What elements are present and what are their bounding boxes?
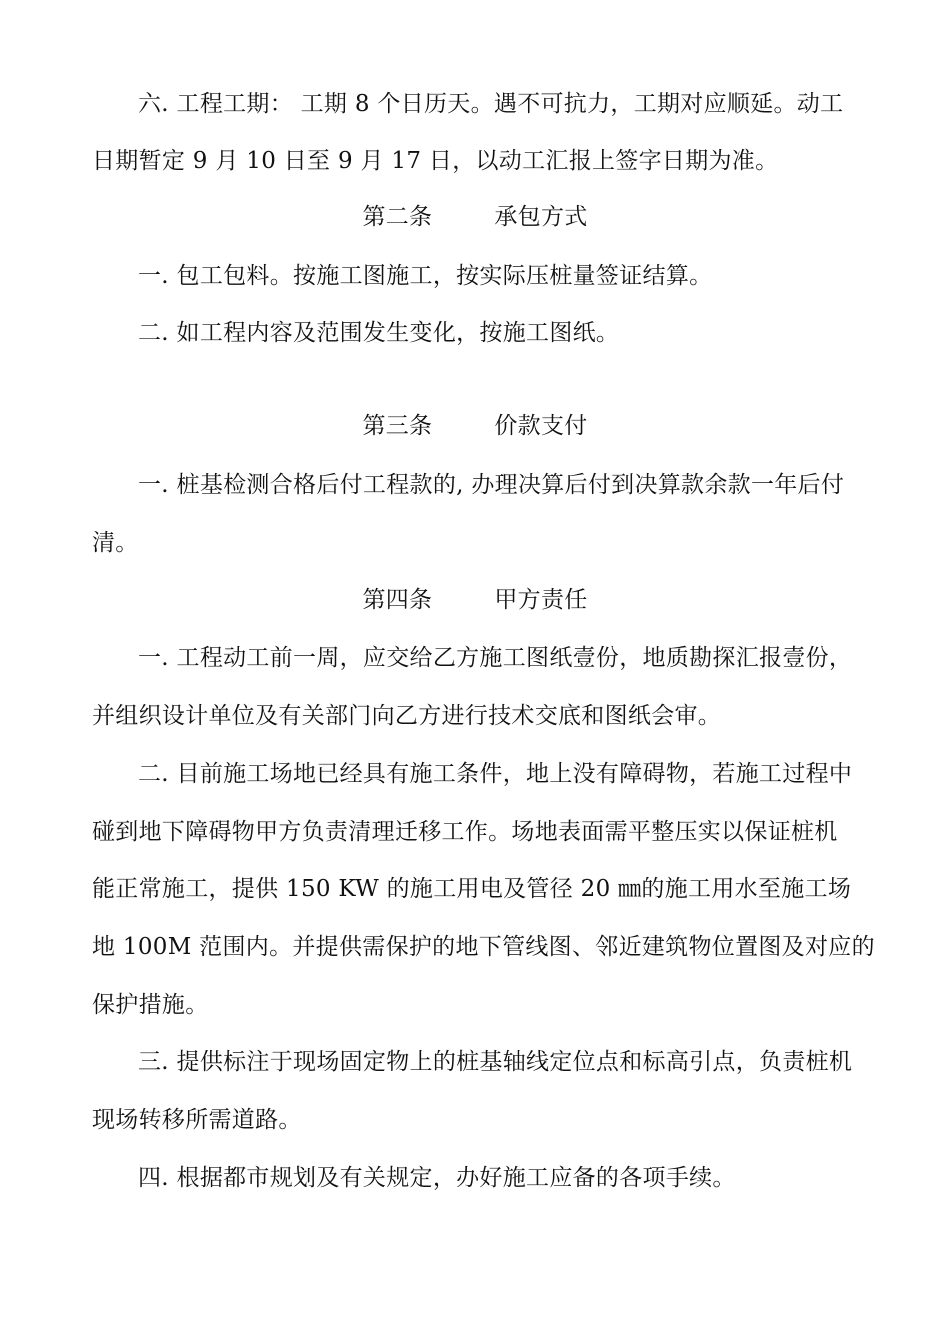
article2-item1: 一. 包工包料。按施工图施工，按实际压桩量签证结算。 <box>138 263 713 289</box>
article3-title: 价款支付 <box>494 413 588 439</box>
article4-item1-line1: 一. 工程动工前一周，应交给乙方施工图纸壹份，地质勘探汇报壹份， <box>138 645 853 671</box>
section6-line2: 日期暂定 9 月 10 日至 9 月 17 日，以动工汇报上签字日期为准。 <box>92 148 779 174</box>
article3-item1-line2: 清。 <box>92 530 139 556</box>
article4-item4: 四. 根据都市规划及有关规定，办好施工应备的各项手续。 <box>138 1165 736 1191</box>
article4-number: 第四条 <box>362 587 433 613</box>
article3-number: 第三条 <box>362 413 433 439</box>
section6-line1: 六. 工程工期： 工期 8 个日历天。遇不可抗力，工期对应顺延。动工 <box>138 91 844 117</box>
article4-item2-line1: 二. 目前施工场地已经具有施工条件，地上没有障碍物，若施工过程中 <box>138 761 853 787</box>
article4-item3-line1: 三. 提供标注于现场固定物上的桩基轴线定位点和标高引点，负责桩机 <box>138 1049 853 1075</box>
article4-heading <box>0 585 950 615</box>
article3-heading <box>0 411 950 441</box>
article4-item2-line3: 能正常施工，提供 150 KW 的施工用电及管径 20 ㎜的施工用水至施工场 <box>92 876 852 902</box>
article4-item3-line2: 现场转移所需道路。 <box>92 1107 302 1133</box>
article4-item1-line2: 并组织设计单位及有关部门向乙方进行技术交底和图纸会审。 <box>92 703 722 729</box>
article4-item2-line2: 碰到地下障碍物甲方负责清理迁移工作。场地表面需平整压实以保证桩机 <box>92 819 838 845</box>
article2-title: 承包方式 <box>494 204 588 230</box>
article2-item2: 二. 如工程内容及范围发生变化，按施工图纸。 <box>138 320 620 346</box>
article4-title: 甲方责任 <box>494 587 588 613</box>
article2-number: 第二条 <box>362 204 433 230</box>
article2-heading <box>0 202 950 232</box>
article4-item2-line5: 保护措施。 <box>92 992 209 1018</box>
article4-item2-line4: 地 100M 范围内。并提供需保护的地下管线图、邻近建筑物位置图及对应的 <box>92 934 875 960</box>
article3-item1-line1: 一. 桩基检测合格后付工程款的, 办理决算后付到决算款余款一年后付 <box>138 472 845 498</box>
